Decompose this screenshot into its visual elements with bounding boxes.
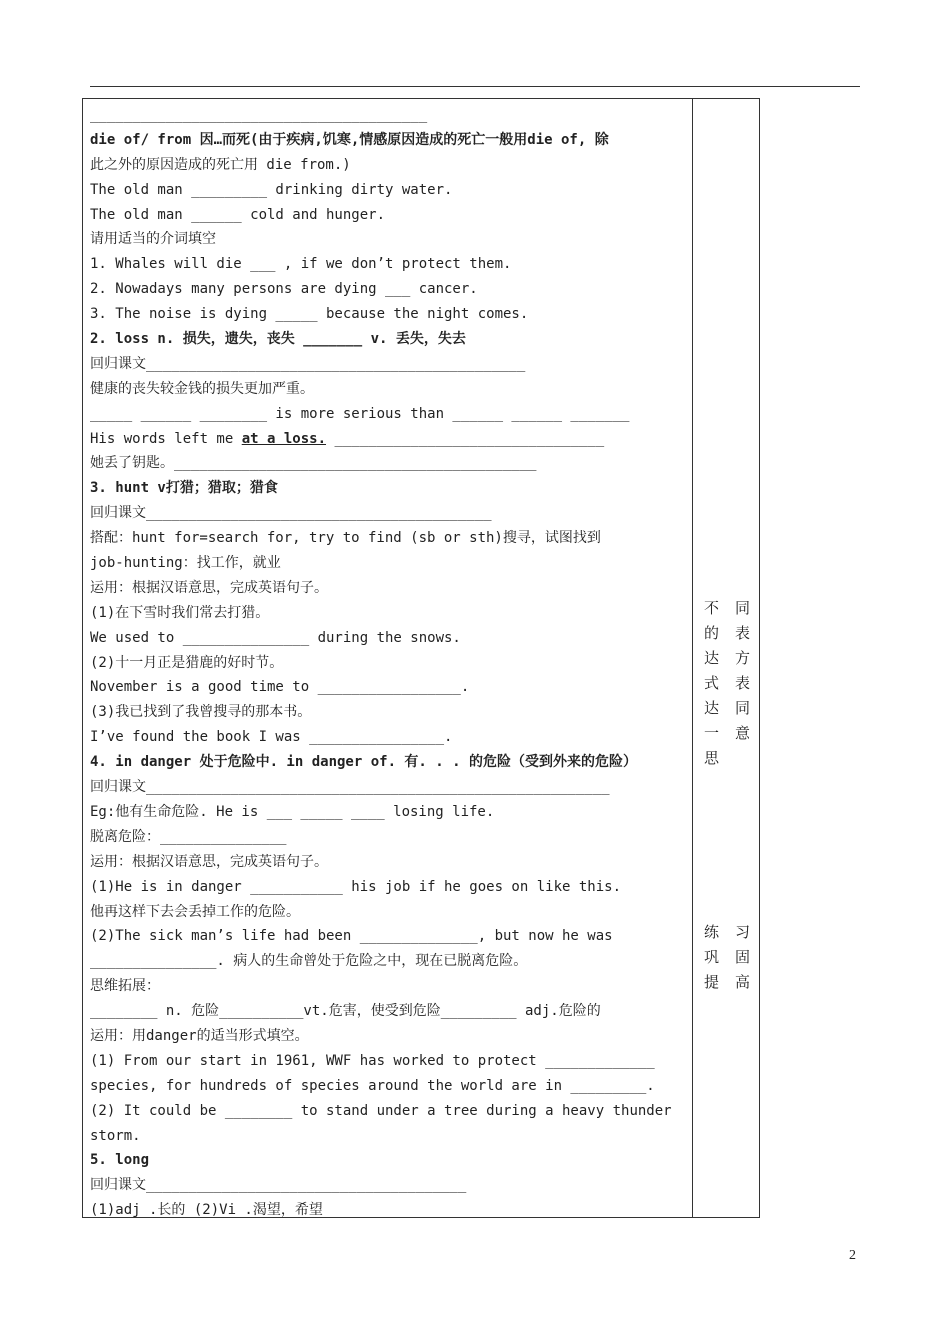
forms-use: 运用：用danger的适当形式填空。 bbox=[90, 1027, 309, 1044]
side-note-practice bbox=[700, 920, 754, 995]
danger-2-chinese: _______________. 病人的生命曾处于危险之中，现在已脱离危险。 bbox=[90, 953, 528, 970]
fill-title: 请用适当的介词填空 bbox=[90, 231, 216, 248]
side-row: 提 高 bbox=[704, 973, 750, 991]
heading-loss: 2. loss n. 损失，遗失，丧失 _______ v. 丢失，失去 bbox=[90, 331, 466, 348]
side-row: 思 bbox=[704, 749, 720, 767]
main-column bbox=[90, 103, 688, 1223]
hunt-use: 运用：根据汉语意思，完成英语句子。 bbox=[90, 579, 328, 596]
side-row: 达 同 bbox=[704, 699, 750, 717]
danger-back-to-text: 回归课文_______________________________________________________ bbox=[90, 779, 610, 796]
loss-words-post: ________________________________ bbox=[326, 430, 605, 447]
side-row: 巩 固 bbox=[704, 948, 750, 966]
hunt-back-to-text: 回归课文_________________________________________ bbox=[90, 505, 492, 522]
loss-words-pre: His words left me bbox=[90, 430, 242, 447]
fill-item-2: 2. Nowadays many persons are dying ___ cancer. bbox=[90, 281, 478, 298]
loss-key: 她丢了钥匙。___________________________________________ bbox=[90, 455, 537, 472]
hunt-2-english: November is a good time to _________________. bbox=[90, 679, 470, 696]
header-rule bbox=[90, 86, 860, 87]
heading-die-of-note: 此之外的原因造成的死亡用 die from.) bbox=[90, 156, 351, 173]
heading-long: 5. long bbox=[90, 1152, 150, 1169]
heading-hunt: 3. hunt v打猎；猎取；猎食 bbox=[90, 480, 278, 497]
loss-back-to-text: 回归课文_____________________________________________ bbox=[90, 355, 526, 372]
loss-chinese: 健康的丧失较金钱的损失更加严重。 bbox=[90, 380, 314, 397]
side-row: 达 方 bbox=[704, 649, 750, 667]
column-divider bbox=[692, 98, 693, 1218]
loss-words-line bbox=[90, 427, 688, 452]
form-1a: (1) From our start in 1961, WWF has worked to protect _____________ bbox=[90, 1052, 655, 1069]
danger-1-chinese: 他再这样下去会丢掉工作的危险。 bbox=[90, 903, 300, 920]
form-1b: species, for hundreds of species around the world are in _________. bbox=[90, 1077, 655, 1094]
blank-line: ________________________________________ bbox=[90, 107, 428, 123]
example-2: The old man ______ cold and hunger. bbox=[90, 206, 386, 223]
side-row: 一 意 bbox=[704, 724, 750, 742]
hunt-1-english: We used to _______________ during the snows. bbox=[90, 629, 461, 646]
side-row: 练 习 bbox=[704, 923, 750, 941]
hunt-2-chinese: (2)十一月正是猎鹿的好时节。 bbox=[90, 654, 284, 671]
danger-1-english: (1)He is in danger ___________ his job if he goes on like this. bbox=[90, 878, 622, 895]
hunt-job: job-hunting：找工作，就业 bbox=[90, 555, 281, 572]
form-2a: (2) It could be ________ to stand under a tree during a heavy thunder bbox=[90, 1102, 672, 1119]
side-note-expression bbox=[700, 596, 754, 771]
page-number: 2 bbox=[849, 1248, 856, 1263]
hunt-3-chinese: (3)我已找到了我曾搜寻的那本书。 bbox=[90, 704, 312, 721]
danger-forms: ________ n. 危险__________vt.危害，使受到危险_________ adj.危险的 bbox=[90, 1003, 601, 1020]
form-2b: storm. bbox=[90, 1127, 141, 1144]
loss-words-underlined: at a loss. bbox=[241, 430, 327, 447]
side-row: 不 同 bbox=[704, 599, 750, 617]
example-1: The old man _________ drinking dirty water. bbox=[90, 181, 453, 198]
danger-out: 脱离危险：_______________ bbox=[90, 828, 287, 845]
side-row: 式 表 bbox=[704, 674, 750, 692]
hunt-3-english: I’ve found the book I was ________________. bbox=[90, 729, 453, 746]
danger-example: Eg:他有生命危险. He is ___ _____ ____ losing life. bbox=[90, 803, 495, 820]
heading-die-of: die of/ from 因…而死(由于疾病,饥寒,情感原因造成的死亡一般用die of, 除 bbox=[90, 131, 609, 148]
long-definitions: (1)adj .长的 (2)Vi .渴望，希望 bbox=[90, 1202, 323, 1219]
side-row: 的 表 bbox=[704, 624, 750, 642]
hunt-collocation: 搭配：hunt for=search for, try to find (sb or sth)搜寻，试图找到 bbox=[90, 530, 601, 547]
heading-in-danger: 4. in danger 处于危险中. in danger of. 有. . . 的危险（受到外来的危险） bbox=[90, 754, 638, 771]
loss-blank-sentence: _____ ______ ________ is more serious than ______ ______ _______ bbox=[90, 405, 630, 422]
fill-item-3: 3. The noise is dying _____ because the night comes. bbox=[90, 306, 529, 323]
danger-use: 运用：根据汉语意思，完成英语句子。 bbox=[90, 853, 328, 870]
fill-item-1: 1. Whales will die ___ , if we don’t protect them. bbox=[90, 256, 512, 273]
danger-2-english: (2)The sick man’s life had been ______________, but now he was bbox=[90, 928, 613, 945]
long-back-to-text: 回归课文______________________________________ bbox=[90, 1177, 467, 1194]
hunt-1-chinese: (1)在下雪时我们常去打猎。 bbox=[90, 604, 270, 621]
expand-title: 思维拓展： bbox=[90, 978, 160, 995]
